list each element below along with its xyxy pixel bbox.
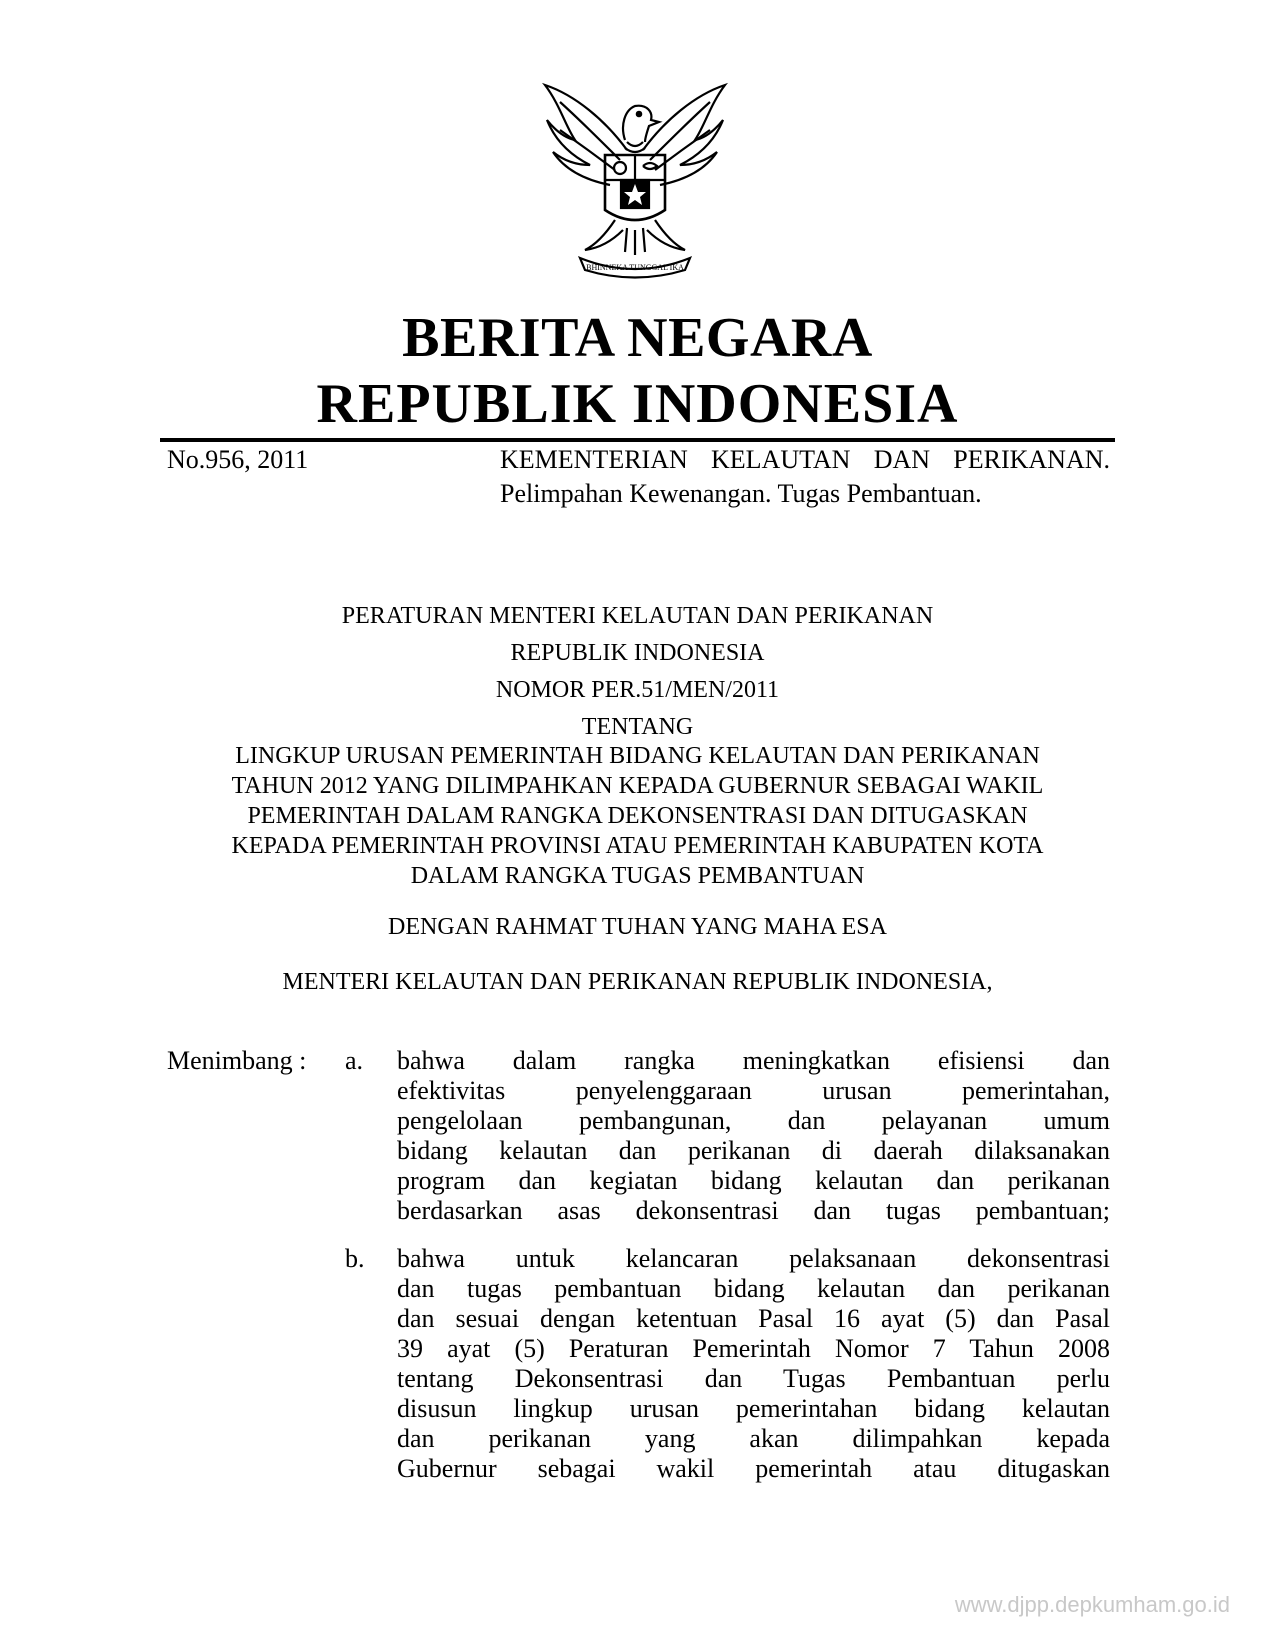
consideration-a bbox=[397, 1046, 1110, 1226]
text-line: disusun lingkup urusan pemerintahan bidang kelautan bbox=[397, 1394, 1110, 1423]
about-line: LINGKUP URUSAN PEMERINTAH BIDANG KELAUTAN DAN PERIKANAN bbox=[235, 743, 1040, 769]
about-line: TAHUN 2012 YANG DILIMPAHKAN KEPADA GUBERNUR SEBAGAI WAKIL bbox=[231, 773, 1044, 799]
text-line: program dan kegiatan bidang kelautan dan perikanan bbox=[397, 1166, 1110, 1195]
garuda-emblem-icon bbox=[535, 80, 735, 280]
text-line: dan perikanan yang akan dilimpahkan kepada bbox=[397, 1424, 1110, 1453]
text-line: berdasarkan asas dekonsentrasi dan tugas pembantuan; bbox=[397, 1196, 1110, 1225]
about-line: KEPADA PEMERINTAH PROVINSI ATAU PEMERINTAH KABUPATEN KOTA bbox=[231, 833, 1044, 859]
consideration-b bbox=[397, 1244, 1110, 1484]
text-line: tentang Dekonsentrasi dan Tugas Pembantuan perlu bbox=[397, 1364, 1110, 1393]
text-line: Gubernur sebagai wakil pemerintah atau ditugaskan bbox=[397, 1454, 1110, 1483]
about-line: DALAM RANGKA TUGAS PEMBANTUAN bbox=[410, 863, 865, 889]
preamble-rahmat: DENGAN RAHMAT TUHAN YANG MAHA ESA bbox=[388, 914, 887, 940]
text-line: 39 ayat (5) Peraturan Pemerintah Nomor 7 Tahun 2008 bbox=[397, 1334, 1110, 1363]
regulation-heading bbox=[150, 598, 1125, 746]
text-line: dan tugas pembantuan bidang kelautan dan perikanan bbox=[397, 1274, 1110, 1303]
about-line: PEMERINTAH DALAM RANGKA DEKONSENTRASI DAN DITUGASKAN bbox=[247, 803, 1028, 829]
footer-url: www.djpp.depkumham.go.id bbox=[954, 1592, 1230, 1617]
regulation-number: NOMOR PER.51/MEN/2011 bbox=[495, 677, 780, 703]
masthead-rule bbox=[160, 438, 1115, 442]
text-line: bidang kelautan dan perikanan di daerah dilaksanakan bbox=[397, 1136, 1110, 1165]
gazette-subject: KEMENTERIAN KELAUTAN DAN PERIKANAN. Pelimpahan Kewenangan. Tugas Pembantuan. bbox=[500, 445, 1110, 508]
text-line: efektivitas penyelenggaraan urusan pemerintahan, bbox=[397, 1076, 1110, 1105]
item-letter: a. bbox=[345, 1046, 364, 1075]
regulation-about bbox=[150, 741, 1125, 891]
item-letter: b. bbox=[345, 1244, 365, 1273]
masthead-title-line1: BERITA NEGARA bbox=[402, 307, 873, 369]
considering-label: Menimbang : bbox=[167, 1046, 307, 1075]
motto-ribbon: BHINNEKA TUNGGAL IKA bbox=[586, 263, 684, 272]
regulation-line: REPUBLIK INDONESIA bbox=[510, 640, 765, 666]
text-line: bahwa untuk kelancaran pelaksanaan dekonsentrasi bbox=[397, 1244, 1110, 1273]
regulation-line: PERATURAN MENTERI KELAUTAN DAN PERIKANAN bbox=[341, 603, 934, 629]
text-line: dan sesuai dengan ketentuan Pasal 16 ayat (5) dan Pasal bbox=[397, 1304, 1110, 1333]
text-line: bahwa dalam rangka meningkatkan efisiensi dan bbox=[397, 1046, 1110, 1075]
masthead-title-line2: REPUBLIK INDONESIA bbox=[316, 373, 959, 435]
text-line: pengelolaan pembangunan, dan pelayanan umum bbox=[397, 1106, 1110, 1135]
preamble-menteri: MENTERI KELAUTAN DAN PERIKANAN REPUBLIK INDONESIA, bbox=[282, 969, 993, 995]
regulation-line: TENTANG bbox=[581, 714, 694, 740]
gazette-number: No.956, 2011 bbox=[167, 445, 309, 474]
